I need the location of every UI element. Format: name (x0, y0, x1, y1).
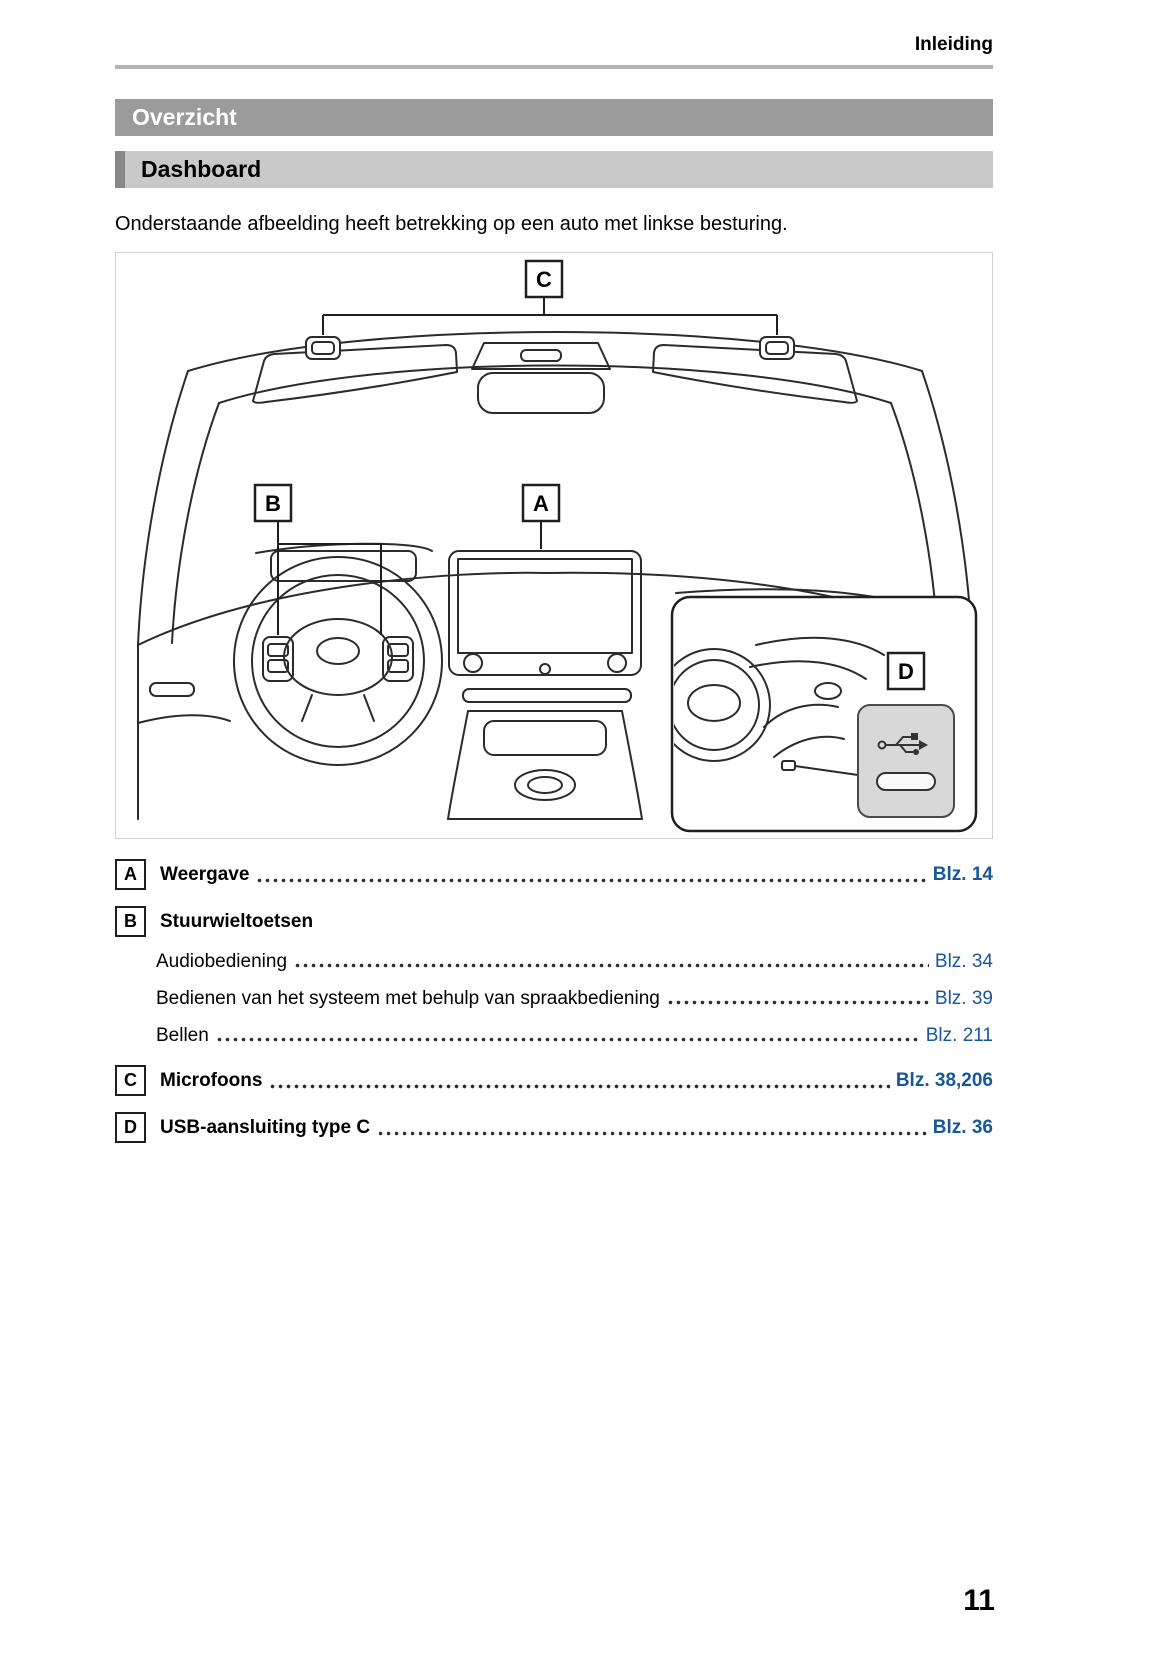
subsection-tab (115, 151, 125, 188)
subsection-banner (115, 151, 993, 188)
callout-d-label: D (898, 659, 914, 684)
dashboard-figure (115, 252, 993, 839)
page-content (115, 0, 993, 1159)
usb-icon-circle (913, 749, 919, 755)
usb-port (877, 773, 935, 790)
callout-key-c: C (115, 1065, 146, 1096)
callout-a-label: A (533, 491, 549, 516)
legend-subrow-call (115, 1022, 993, 1049)
page-link-d[interactable]: Blz. 36 (932, 1116, 993, 1138)
legend-label-b: Stuurwieltoetsen (160, 910, 314, 932)
header-rule (115, 65, 993, 69)
legend-sublabel-call: Bellen (156, 1024, 209, 1046)
usb-panel (858, 705, 954, 817)
page-link-a[interactable]: Blz. 14 (932, 863, 993, 885)
legend-subrow-voice (115, 985, 993, 1012)
section-banner (115, 99, 993, 136)
dotted-leader (270, 1084, 889, 1089)
page-link-call[interactable]: Blz. 211 (925, 1024, 993, 1046)
legend-subrow-audio (115, 948, 993, 975)
legend-label-c: Microfoons (160, 1069, 263, 1091)
page-number: 11 (963, 1584, 995, 1617)
dotted-leader (295, 963, 929, 968)
callout-key-a: A (115, 859, 146, 890)
page-link-audio[interactable]: Blz. 34 (934, 950, 993, 972)
callout-key-d: D (115, 1112, 146, 1143)
legend-row-a (115, 859, 993, 890)
callout-key-b: B (115, 906, 146, 937)
dotted-leader (668, 1000, 929, 1005)
legend-sublabel-audio: Audiobediening (156, 950, 288, 972)
dashboard-illustration (116, 253, 992, 838)
page-link-c[interactable]: Blz. 38,206 (895, 1069, 993, 1091)
display-screen (449, 551, 641, 675)
legend-label-d: USB-aansluiting type C (160, 1116, 371, 1138)
page-link-voice[interactable]: Blz. 39 (934, 987, 993, 1009)
chapter-header: Inleiding (914, 34, 993, 55)
legend-row-c (115, 1065, 993, 1096)
dotted-leader (378, 1131, 927, 1136)
dotted-leader (217, 1037, 920, 1042)
legend-row-b (115, 906, 993, 937)
legend-label-a: Weergave (160, 863, 250, 885)
center-console (448, 689, 642, 819)
usb-icon-square (911, 733, 918, 740)
callout-c-label: C (536, 267, 552, 292)
dotted-leader (257, 878, 926, 883)
section-title: Overzicht (132, 104, 237, 130)
legend-sublabel-voice: Bedienen van het systeem met behulp van spraakbediening (156, 987, 660, 1009)
intro-text: Onderstaande afbeelding heeft betrekking op een auto met linkse besturing. (115, 213, 788, 235)
legend (115, 859, 993, 1143)
subsection-title: Dashboard (141, 156, 262, 182)
callout-b-label: B (265, 491, 281, 516)
legend-row-d (115, 1112, 993, 1143)
